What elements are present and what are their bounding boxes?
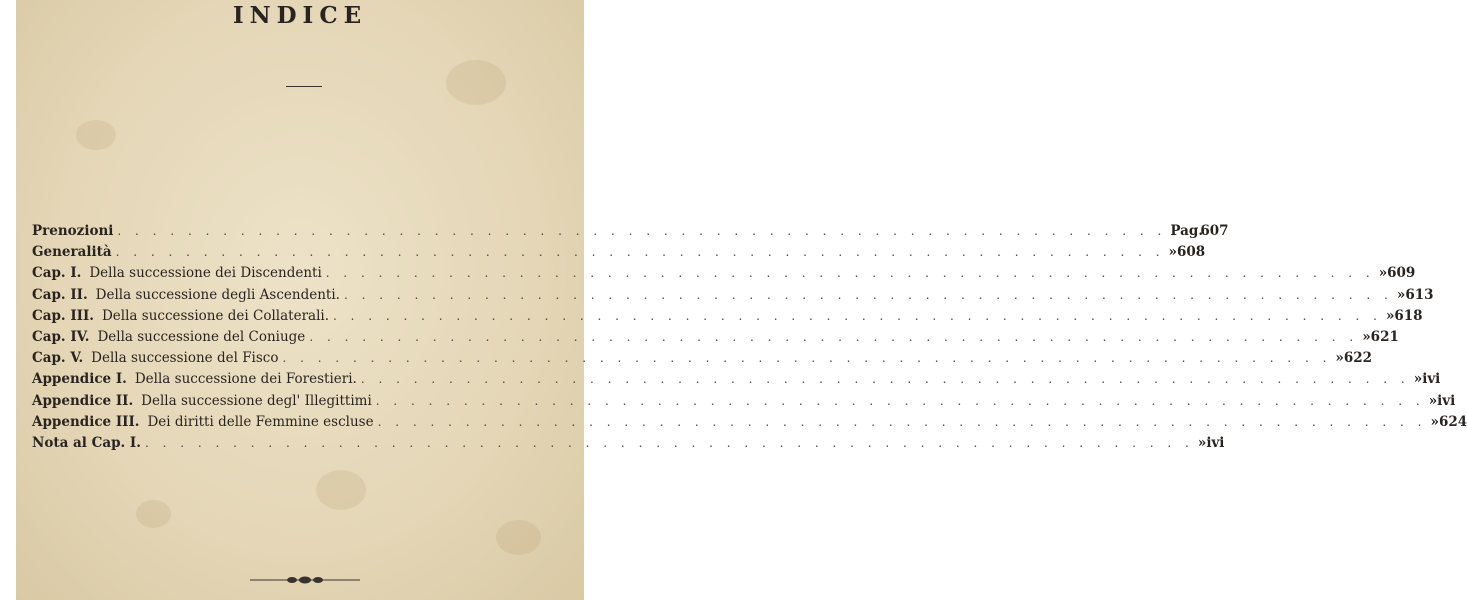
toc-entry-title: Della successione del Fisco: [91, 350, 279, 367]
toc-entry-title: Della successione degl' Illegittimi: [141, 392, 372, 409]
toc-entry: [32, 350, 1373, 371]
leader-dots: . . . . . . . . . . . . . . . . . . . . . . . . . . . . . . . . . . . . . . . . . . . . . . . . . . . . . . . . . . . .: [377, 414, 1427, 429]
leader-dots: . . . . . . . . . . . . . . . . . . . . . . . . . . . . . . . . . . . . . . . . . . . . . . . . . . . . . . . . . . . .: [325, 266, 1375, 281]
page-title: INDICE: [232, 2, 368, 29]
toc-entry: [32, 413, 1467, 435]
toc-entry: [32, 434, 1225, 456]
toc-entry-title: Della successione dei Discendenti: [89, 265, 322, 282]
page-number: ivi: [1422, 371, 1441, 388]
toc-entry-title: Dei diritti delle Femmine escluse: [147, 413, 374, 430]
toc-entry-title: Della successione dei Collaterali.: [101, 307, 330, 324]
table-of-contents: [32, 223, 1467, 456]
page-prefix: »: [1413, 371, 1423, 388]
page-prefix: »: [1168, 244, 1177, 261]
toc-entry: [32, 223, 1229, 244]
page-number: 621: [1370, 328, 1399, 345]
page-prefix: »: [1362, 328, 1371, 345]
page-number: 618: [1394, 307, 1423, 324]
toc-entry: [32, 286, 1434, 308]
toc-entry-label: Nota al Cap. I.: [32, 434, 141, 451]
toc-entry: [32, 244, 1206, 265]
toc-entry-label: Cap. III.: [32, 307, 94, 324]
toc-entry-label: Cap. II.: [32, 286, 88, 303]
leader-dots: . . . . . . . . . . . . . . . . . . . . . . . . . . . . . . . . . . . . . . . . . . . . . . . . . . . . . . . . . . . .: [282, 351, 1332, 366]
toc-entry-label: Cap. I.: [32, 265, 82, 282]
toc-entry: [32, 328, 1399, 350]
leader-dots: . . . . . . . . . . . . . . . . . . . . . . . . . . . . . . . . . . . . . . . . . . . . . . . . . . . . . . . . . . . .: [117, 224, 1167, 238]
toc-entry-title: Della successione del Coniuge: [97, 328, 306, 345]
page-prefix: »: [1396, 286, 1406, 303]
leader-dots: . . . . . . . . . . . . . . . . . . . . . . . . . . . . . . . . . . . . . . . . . . . . . . . . . . . . . . . . . . . .: [375, 393, 1425, 408]
page-number: 613: [1405, 286, 1434, 303]
page-prefix: Pag.: [1170, 223, 1204, 239]
toc-entry-label: Appendice II.: [32, 392, 134, 409]
leader-dots: . . . . . . . . . . . . . . . . . . . . . . . . . . . . . . . . . . . . . . . . . . . . . . . . . . . . . . . . . . . .: [333, 308, 1382, 323]
toc-entry: [32, 307, 1423, 329]
toc-entry-label: Cap. V.: [32, 350, 84, 367]
toc-entry: [32, 265, 1416, 286]
toc-entry-title: Della successione degli Ascendenti.: [95, 286, 340, 303]
toc-entry-label: Cap. IV.: [32, 328, 90, 345]
page-number: 607: [1200, 223, 1229, 239]
title-rule: [286, 86, 322, 87]
page-prefix: »: [1385, 307, 1395, 324]
leader-dots: . . . . . . . . . . . . . . . . . . . . . . . . . . . . . . . . . . . . . . . . . . . . . . . . . . . . . . . . . . . .: [115, 245, 1165, 260]
page-prefix: »: [1378, 265, 1388, 282]
toc-entry: [32, 392, 1456, 414]
page-number: ivi: [1206, 434, 1225, 451]
page-prefix: »: [1335, 350, 1344, 367]
page-number: ivi: [1437, 392, 1456, 409]
leader-dots: . . . . . . . . . . . . . . . . . . . . . . . . . . . . . . . . . . . . . . . . . . . . . . . . . . . . . . . . . . . .: [144, 435, 1194, 450]
toc-entry-label: Prenozioni: [32, 223, 114, 239]
toc-entry: [32, 371, 1441, 392]
toc-entry-title: Della successione dei Forestieri.: [134, 371, 357, 388]
page-number: 609: [1387, 265, 1416, 282]
page-prefix: »: [1197, 434, 1207, 451]
page-number: 622: [1343, 350, 1373, 367]
page-number: 608: [1176, 244, 1206, 261]
toc-entry-label: Generalità: [32, 244, 112, 261]
page-prefix: »: [1428, 392, 1438, 409]
page-prefix: »: [1430, 413, 1439, 430]
page-number: 624: [1438, 413, 1467, 430]
toc-entry-label: Appendice III.: [32, 413, 140, 430]
leader-dots: . . . . . . . . . . . . . . . . . . . . . . . . . . . . . . . . . . . . . . . . . . . . . . . . . . . . . . . . . . . .: [309, 329, 1359, 344]
leader-dots: . . . . . . . . . . . . . . . . . . . . . . . . . . . . . . . . . . . . . . . . . . . . . . . . . . . . . . . . . . . .: [360, 372, 1410, 387]
ornament-divider: [250, 574, 360, 586]
leader-dots: . . . . . . . . . . . . . . . . . . . . . . . . . . . . . . . . . . . . . . . . . . . . . . . . . . . . . . . . . . . .: [343, 287, 1393, 302]
toc-entry-label: Appendice I.: [32, 371, 127, 388]
